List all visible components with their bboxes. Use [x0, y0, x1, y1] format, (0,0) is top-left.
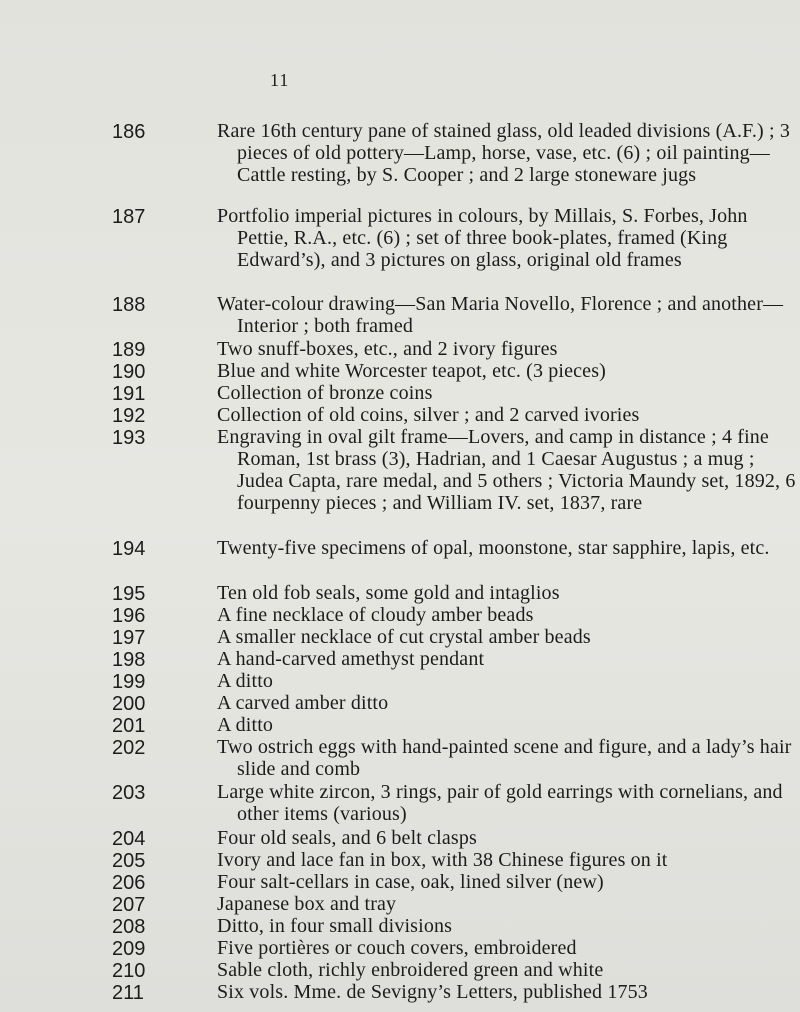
lot-description: A ditto	[217, 670, 274, 692]
lot-description: Japanese box and tray	[217, 893, 397, 915]
lot-number: 201	[112, 715, 146, 737]
lot-number: 186	[112, 121, 146, 143]
lot-description: A hand-carved amethyst pendant	[217, 648, 485, 670]
lot-number: 192	[112, 405, 146, 427]
lot-number: 210	[112, 960, 146, 982]
lot-description: Twenty-five specimens of opal, moonstone, star sapphire, lapis, etc.	[217, 537, 770, 559]
lot-number: 203	[112, 782, 146, 804]
lot-number: 193	[112, 427, 146, 449]
lot-number: 187	[112, 206, 146, 228]
lot-description: Five portières or couch covers, embroidered	[217, 937, 577, 959]
lot-number: 208	[112, 916, 146, 938]
lot-number: 189	[112, 339, 146, 361]
lot-description: Portfolio imperial pictures in colours, by Millais, S. Forbes, John Pettie, R.A., etc. (6) ; set of three book-plates, framed (King Edward’s), and 3 pictures on glass, original old frames	[217, 205, 748, 271]
lot-number: 206	[112, 872, 146, 894]
lot-number: 204	[112, 828, 146, 850]
lot-number: 202	[112, 737, 146, 759]
page-number: 11	[270, 70, 290, 90]
lot-description: Sable cloth, richly enbroidered green and white	[217, 959, 604, 981]
lot-number: 198	[112, 649, 146, 671]
lot-description: Four old seals, and 6 belt clasps	[217, 827, 477, 849]
lot-description: Engraving in oval gilt frame—Lovers, and camp in distance ; 4 fine Roman, 1st brass (3), Hadrian, and 1 Caesar Augustus ; a mug ; Judea Capta, rare medal, and 5 others ; Victoria Maundy set, 1892, 6 fourpenny pieces ; and William IV. set, 1837, rare	[217, 426, 796, 514]
lot-description: A smaller necklace of cut crystal amber beads	[217, 626, 591, 648]
lot-description: Ditto, in four small divisions	[217, 915, 453, 937]
lot-number: 207	[112, 894, 146, 916]
lot-description: Water-colour drawing—San Maria Novello, Florence ; and another—Interior ; both framed	[217, 293, 784, 337]
lot-description: Ten old fob seals, some gold and intaglios	[217, 582, 560, 604]
lot-number: 196	[112, 605, 146, 627]
lot-description: Six vols. Mme. de Sevigny’s Letters, published 1753	[217, 981, 648, 1003]
lot-description: Two ostrich eggs with hand-painted scene and figure, and a lady’s hair slide and comb	[217, 736, 792, 780]
lot-description: Four salt-cellars in case, oak, lined silver (new)	[217, 871, 604, 893]
lot-description: Collection of bronze coins	[217, 382, 433, 404]
lot-number: 199	[112, 671, 146, 693]
lot-number: 191	[112, 383, 146, 405]
lot-number: 211	[112, 982, 144, 1004]
lot-description: Two snuff-boxes, etc., and 2 ivory figures	[217, 338, 558, 360]
lot-description: Collection of old coins, silver ; and 2 carved ivories	[217, 404, 640, 426]
lot-description: A ditto	[217, 714, 274, 736]
lot-number: 195	[112, 583, 146, 605]
lot-number: 197	[112, 627, 146, 649]
lot-number: 188	[112, 294, 146, 316]
lot-number: 200	[112, 693, 146, 715]
lot-description: A carved amber ditto	[217, 692, 389, 714]
lot-description: Blue and white Worcester teapot, etc. (3 pieces)	[217, 360, 606, 382]
lot-number: 205	[112, 850, 146, 872]
lot-description: Large white zircon, 3 rings, pair of gold earrings with cornelians, and other items (various)	[217, 781, 783, 825]
lot-number: 209	[112, 938, 146, 960]
lot-number: 194	[112, 538, 146, 560]
lot-description: Ivory and lace fan in box, with 38 Chinese figures on it	[217, 849, 668, 871]
lot-number: 190	[112, 361, 146, 383]
lot-description: Rare 16th century pane of stained glass, old leaded divisions (A.F.) ; 3 pieces of old pottery—Lamp, horse, vase, etc. (6) ; oil painting—Cattle resting, by S. Cooper ; and 2 large stoneware jugs	[217, 120, 790, 186]
lot-description: A fine necklace of cloudy amber beads	[217, 604, 534, 626]
